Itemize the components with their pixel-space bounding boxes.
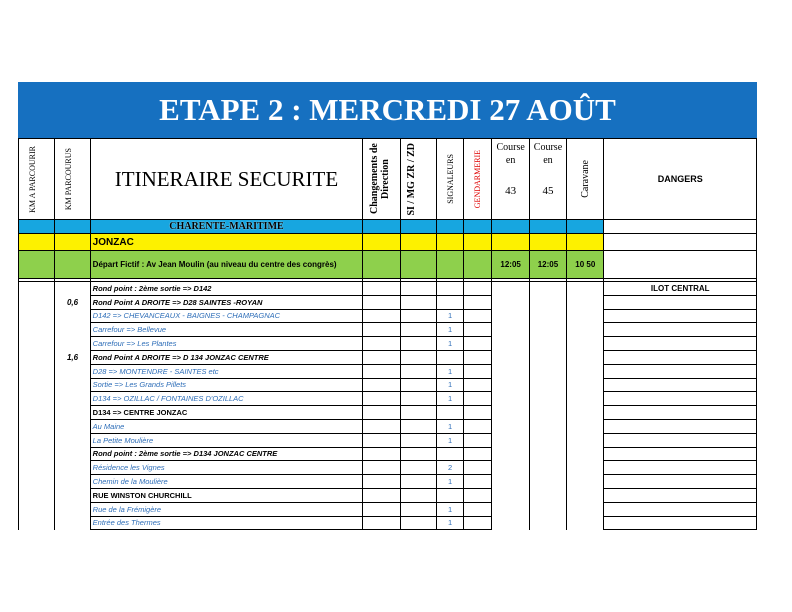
header-dangers: DANGERS (604, 139, 757, 220)
changements-cell (363, 433, 400, 447)
itinerary-cell: D134 => CENTRE JONZAC (90, 406, 363, 420)
course-45-cell (529, 433, 566, 447)
course-43-cell (492, 350, 529, 364)
course-45-cell (529, 323, 566, 337)
course-43-cell (492, 502, 529, 516)
gendarmerie-cell (464, 419, 492, 433)
danger-cell (604, 323, 757, 337)
si-mg-cell (400, 337, 436, 351)
course-45-cell (529, 295, 566, 309)
km-a-parcourir-cell (19, 461, 55, 475)
km-a-parcourir-cell (19, 475, 55, 489)
changements-cell (363, 419, 400, 433)
signaleurs-cell: 2 (436, 461, 463, 475)
danger-cell (604, 406, 757, 420)
caravane-cell (567, 433, 604, 447)
si-mg-cell (400, 433, 436, 447)
table-row (19, 282, 757, 296)
km-a-parcourir-cell (19, 350, 55, 364)
gendarmerie-cell (464, 433, 492, 447)
km-parcourus-cell (55, 392, 90, 406)
signaleurs-cell (436, 406, 463, 420)
caravane-cell (567, 502, 604, 516)
km-a-parcourir-cell (19, 364, 55, 378)
depart-label: Départ Fictif : Av Jean Moulin (au niveau du centre des congrès) (90, 251, 363, 279)
changements-cell (363, 392, 400, 406)
danger-cell (604, 392, 757, 406)
table-row (19, 516, 757, 530)
caravane-cell (567, 392, 604, 406)
table-row (19, 323, 757, 337)
gendarmerie-cell (464, 309, 492, 323)
gendarmerie-cell (464, 350, 492, 364)
km-a-parcourir-cell (19, 447, 55, 461)
si-mg-cell (400, 502, 436, 516)
itinerary-cell: RUE WINSTON CHURCHILL (90, 488, 363, 502)
signaleurs-cell: 1 (436, 364, 463, 378)
depart-time-45: 12:05 (529, 251, 566, 279)
department-row (19, 220, 757, 234)
table-row (19, 337, 757, 351)
danger-cell (604, 488, 757, 502)
itinerary-cell: La Petite Moulière (90, 433, 363, 447)
km-a-parcourir-cell (19, 488, 55, 502)
changements-cell (363, 461, 400, 475)
table-row (19, 350, 757, 364)
danger-cell (604, 516, 757, 530)
caravane-cell (567, 364, 604, 378)
header-gendarmerie: GENDARMERIE (464, 139, 492, 220)
table-row (19, 378, 757, 392)
km-parcourus-cell (55, 378, 90, 392)
itinerary-cell: Rond point : 2ème sortie => D134 JONZAC CENTRE (90, 447, 363, 461)
header-changements: Changements de Direction (363, 139, 400, 220)
table-row (19, 488, 757, 502)
danger-cell (604, 502, 757, 516)
danger-cell (604, 433, 757, 447)
table-row (19, 419, 757, 433)
table-row (19, 461, 757, 475)
course-43-cell (492, 488, 529, 502)
si-mg-cell (400, 350, 436, 364)
course-43-cell (492, 378, 529, 392)
course-45-cell (529, 337, 566, 351)
itinerary-table (18, 138, 757, 530)
km-parcourus-cell (55, 488, 90, 502)
table-row (19, 475, 757, 489)
course-45-cell (529, 406, 566, 420)
course-43-cell (492, 323, 529, 337)
header-km-parcourus: KM PARCOURUS (55, 139, 90, 220)
itinerary-cell: Rond Point A DROITE => D28 SAINTES -ROYAN (90, 295, 363, 309)
course-43-cell (492, 309, 529, 323)
gendarmerie-cell (464, 447, 492, 461)
changements-cell (363, 475, 400, 489)
si-mg-cell (400, 378, 436, 392)
course-45-cell (529, 516, 566, 530)
si-mg-cell (400, 323, 436, 337)
changements-cell (363, 364, 400, 378)
km-parcourus-cell (55, 323, 90, 337)
gendarmerie-cell (464, 475, 492, 489)
itinerary-cell: D134 => OZILLAC / FONTAINES D'OZILLAC (90, 392, 363, 406)
si-mg-cell (400, 516, 436, 530)
km-parcourus-cell (55, 516, 90, 530)
km-a-parcourir-cell (19, 295, 55, 309)
km-a-parcourir-cell (19, 433, 55, 447)
caravane-cell (567, 516, 604, 530)
course-45-cell (529, 461, 566, 475)
depart-time-caravane: 10 50 (567, 251, 604, 279)
gendarmerie-cell (464, 392, 492, 406)
changements-cell (363, 337, 400, 351)
caravane-cell (567, 337, 604, 351)
caravane-cell (567, 447, 604, 461)
danger-cell (604, 475, 757, 489)
danger-cell (604, 309, 757, 323)
itinerary-cell: Carrefour => Bellevue (90, 323, 363, 337)
itinerary-cell: D142 => CHEVANCEAUX - BAIGNES - CHAMPAGNAC (90, 309, 363, 323)
itinerary-cell: D28 => MONTENDRE - SAINTES etc (90, 364, 363, 378)
itinerary-cell: Rond Point A DROITE => D 134 JONZAC CENTRE (90, 350, 363, 364)
header-row (19, 139, 757, 220)
danger-cell (604, 337, 757, 351)
km-a-parcourir-cell (19, 378, 55, 392)
course-43-cell (492, 295, 529, 309)
table-row (19, 502, 757, 516)
si-mg-cell (400, 475, 436, 489)
km-a-parcourir-cell (19, 406, 55, 420)
gendarmerie-cell (464, 295, 492, 309)
changements-cell (363, 502, 400, 516)
gendarmerie-cell (464, 502, 492, 516)
caravane-cell (567, 295, 604, 309)
danger-cell (604, 461, 757, 475)
header-signaleurs: SIGNALEURS (436, 139, 463, 220)
gendarmerie-cell (464, 406, 492, 420)
km-parcourus-cell (55, 461, 90, 475)
caravane-cell (567, 488, 604, 502)
si-mg-cell (400, 447, 436, 461)
changements-cell (363, 447, 400, 461)
depart-row (19, 251, 757, 279)
danger-cell: ILOT CENTRAL (604, 282, 757, 296)
km-a-parcourir-cell (19, 309, 55, 323)
danger-cell (604, 378, 757, 392)
table-row (19, 364, 757, 378)
itinerary-cell: Chemin de la Moulière (90, 475, 363, 489)
caravane-cell (567, 419, 604, 433)
signaleurs-cell (436, 447, 463, 461)
km-parcourus-cell (55, 282, 90, 296)
changements-cell (363, 282, 400, 296)
gendarmerie-cell (464, 378, 492, 392)
km-parcourus-cell: 1,6 (55, 350, 90, 364)
km-a-parcourir-cell (19, 419, 55, 433)
caravane-cell (567, 378, 604, 392)
caravane-cell (567, 309, 604, 323)
caravane-cell (567, 282, 604, 296)
signaleurs-cell (436, 350, 463, 364)
km-a-parcourir-cell (19, 337, 55, 351)
header-km-a-parcourir: KM A PARCOURIR (19, 139, 55, 220)
changements-cell (363, 295, 400, 309)
si-mg-cell (400, 419, 436, 433)
gendarmerie-cell (464, 323, 492, 337)
course-43-cell (492, 392, 529, 406)
course-43-cell (492, 364, 529, 378)
itinerary-cell: Rue de la Frémigère (90, 502, 363, 516)
course-45-cell (529, 447, 566, 461)
itinerary-cell: Résidence les Vignes (90, 461, 363, 475)
signaleurs-cell: 1 (436, 419, 463, 433)
caravane-cell (567, 406, 604, 420)
gendarmerie-cell (464, 364, 492, 378)
changements-cell (363, 350, 400, 364)
si-mg-cell (400, 392, 436, 406)
signaleurs-cell: 1 (436, 516, 463, 530)
course-45-cell (529, 350, 566, 364)
table-row (19, 309, 757, 323)
si-mg-cell (400, 295, 436, 309)
km-a-parcourir-cell (19, 392, 55, 406)
table-row (19, 433, 757, 447)
page-title: ETAPE 2 : MERCREDI 27 AOÛT (18, 82, 757, 138)
gendarmerie-cell (464, 516, 492, 530)
header-caravane: Caravane (567, 139, 604, 220)
km-parcourus-cell (55, 502, 90, 516)
si-mg-cell (400, 461, 436, 475)
course-45-cell (529, 282, 566, 296)
changements-cell (363, 309, 400, 323)
caravane-cell (567, 350, 604, 364)
course-43-cell (492, 337, 529, 351)
danger-cell (604, 295, 757, 309)
signaleurs-cell: 1 (436, 337, 463, 351)
itinerary-cell: Au Maine (90, 419, 363, 433)
caravane-cell (567, 475, 604, 489)
changements-cell (363, 378, 400, 392)
si-mg-cell (400, 364, 436, 378)
changements-cell (363, 323, 400, 337)
gendarmerie-cell (464, 337, 492, 351)
signaleurs-cell: 1 (436, 309, 463, 323)
km-parcourus-cell (55, 337, 90, 351)
si-mg-cell (400, 406, 436, 420)
danger-cell (604, 364, 757, 378)
table-row (19, 447, 757, 461)
km-a-parcourir-cell (19, 502, 55, 516)
changements-cell (363, 488, 400, 502)
course-43-cell (492, 516, 529, 530)
table-row (19, 295, 757, 309)
itinerary-cell: Entrée des Thermes (90, 516, 363, 530)
course-45-cell (529, 475, 566, 489)
course-43-cell (492, 461, 529, 475)
itinerary-cell: Sortie => Les Grands Pillets (90, 378, 363, 392)
km-parcourus-cell (55, 433, 90, 447)
course-43-cell (492, 475, 529, 489)
course-43-cell (492, 406, 529, 420)
signaleurs-cell: 1 (436, 392, 463, 406)
course-45-cell (529, 309, 566, 323)
course-45-cell (529, 364, 566, 378)
gendarmerie-cell (464, 488, 492, 502)
km-parcourus-cell: 0,6 (55, 295, 90, 309)
header-si-mg: SI / MG ZR / ZD (400, 139, 436, 220)
itinerary-cell: Rond point : 2ème sortie => D142 (90, 282, 363, 296)
signaleurs-cell: 1 (436, 378, 463, 392)
danger-cell (604, 447, 757, 461)
km-a-parcourir-cell (19, 282, 55, 296)
signaleurs-cell: 1 (436, 502, 463, 516)
signaleurs-cell: 1 (436, 433, 463, 447)
danger-cell (604, 350, 757, 364)
km-parcourus-cell (55, 419, 90, 433)
course-45-cell (529, 392, 566, 406)
town-row (19, 234, 757, 251)
si-mg-cell (400, 282, 436, 296)
km-a-parcourir-cell (19, 323, 55, 337)
km-parcourus-cell (55, 309, 90, 323)
signaleurs-cell (436, 282, 463, 296)
caravane-cell (567, 461, 604, 475)
course-45-cell (529, 502, 566, 516)
gendarmerie-cell (464, 282, 492, 296)
km-parcourus-cell (55, 364, 90, 378)
km-parcourus-cell (55, 447, 90, 461)
si-mg-cell (400, 309, 436, 323)
gendarmerie-cell (464, 461, 492, 475)
header-course-45: Course en 45 (529, 139, 566, 220)
course-45-cell (529, 488, 566, 502)
department-label: CHARENTE-MARITIME (90, 220, 363, 234)
depart-time-43: 12:05 (492, 251, 529, 279)
course-45-cell (529, 378, 566, 392)
header-course-43: Course en 43 (492, 139, 529, 220)
km-parcourus-cell (55, 406, 90, 420)
signaleurs-cell (436, 488, 463, 502)
changements-cell (363, 516, 400, 530)
course-43-cell (492, 282, 529, 296)
signaleurs-cell: 1 (436, 323, 463, 337)
signaleurs-cell: 1 (436, 475, 463, 489)
danger-cell (604, 419, 757, 433)
table-row (19, 392, 757, 406)
km-a-parcourir-cell (19, 516, 55, 530)
town-label: JONZAC (90, 234, 363, 251)
caravane-cell (567, 323, 604, 337)
table-row (19, 406, 757, 420)
course-43-cell (492, 433, 529, 447)
header-itineraire: ITINERAIRE SECURITE (90, 139, 363, 220)
changements-cell (363, 406, 400, 420)
course-43-cell (492, 419, 529, 433)
course-43-cell (492, 447, 529, 461)
signaleurs-cell (436, 295, 463, 309)
km-parcourus-cell (55, 475, 90, 489)
course-45-cell (529, 419, 566, 433)
si-mg-cell (400, 488, 436, 502)
itinerary-cell: Carrefour => Les Plantes (90, 337, 363, 351)
